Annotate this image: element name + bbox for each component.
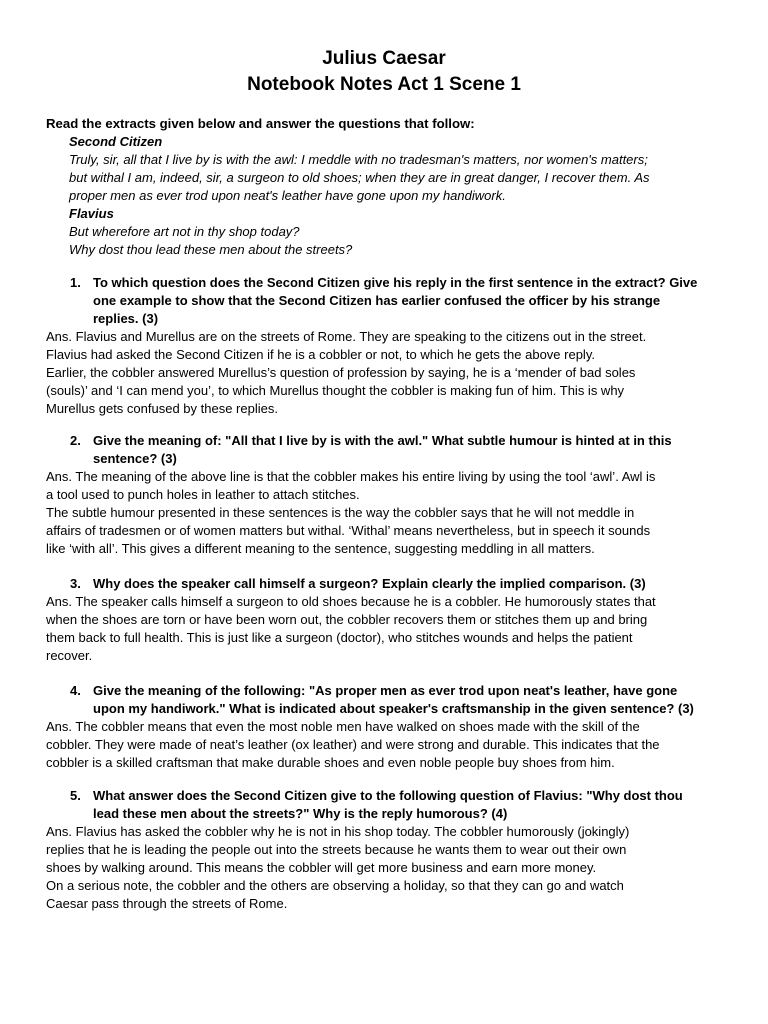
- answer-line: Ans. The cobbler means that even the most noble men have walked on shoes made with the skill of the: [46, 719, 640, 734]
- answer-line: (souls)’ and ‘I can mend you’, to which Murellus thought the cobbler is making fun of him. This is why: [46, 383, 625, 398]
- answer-line: Ans. The meaning of the above line is that the cobbler makes his entire living by using the tool ‘awl’. Awl is: [46, 469, 656, 484]
- extract-line: but withal I am, indeed, sir, a surgeon to old shoes; when they are in great danger, I recover them. As: [69, 170, 650, 185]
- question: [46, 432, 726, 468]
- question-number: 5.: [70, 788, 81, 803]
- answer: [46, 718, 726, 772]
- document-subtitle: Notebook Notes Act 1 Scene 1: [247, 74, 521, 95]
- answer-line: Caesar pass through the streets of Rome.: [46, 896, 288, 911]
- question-block: [46, 682, 726, 772]
- question-line: lead these men about the streets?" Why is the reply humorous? (4): [93, 806, 508, 821]
- question-line: sentence? (3): [93, 451, 177, 466]
- question: [46, 787, 726, 823]
- answer-line: cobbler is a skilled craftsman that make durable shoes and even noble people buy shoes from him.: [46, 755, 615, 770]
- answer-line: Murellus gets confused by these replies.: [46, 401, 278, 416]
- answer-line: On a serious note, the cobbler and the others are observing a holiday, so that they can go and watch: [46, 878, 624, 893]
- answer: [46, 468, 726, 558]
- answer-line: Earlier, the cobbler answered Murellus’s question of profession by saying, he is a ‘mender of bad soles: [46, 365, 636, 380]
- question-line: What answer does the Second Citizen give to the following question of Flavius: "Why dost thou: [93, 788, 683, 803]
- answer-line: The subtle humour presented in these sentences is the way the cobbler says that he will not meddle in: [46, 505, 635, 520]
- question: [46, 575, 726, 593]
- answer-line: shoes by walking around. This means the cobbler will get more business and earn more money.: [46, 860, 597, 875]
- instructions: Read the extracts given below and answer the questions that follow:: [46, 116, 475, 131]
- answer: [46, 593, 726, 665]
- question-line: one example to show that the Second Citizen has earlier confused the officer by his strange: [93, 293, 661, 308]
- question-number: 2.: [70, 433, 81, 448]
- question-line: To which question does the Second Citizen give his reply in the first sentence in the extract? Give: [93, 275, 698, 290]
- answer: [46, 823, 726, 913]
- answer-line: cobbler. They were made of neat’s leather (ox leather) and were strong and durable. This indicates that the: [46, 737, 660, 752]
- question-line: replies. (3): [93, 311, 159, 326]
- extract-speaker: Second Citizen: [69, 134, 163, 149]
- question: [46, 274, 726, 328]
- question-line: Why does the speaker call himself a surgeon? Explain clearly the implied comparison. (3): [93, 576, 646, 591]
- question-line: Give the meaning of the following: "As proper men as ever trod upon neat's leather, have gone: [93, 683, 678, 698]
- answer-line: recover.: [46, 648, 93, 663]
- answer-line: them back to full health. This is just like a surgeon (doctor), who stitches wounds and helps the patient: [46, 630, 633, 645]
- question-block: [46, 432, 726, 558]
- extract-line: Why dost thou lead these men about the streets?: [69, 242, 353, 257]
- extract: [69, 133, 729, 259]
- extract-line: proper men as ever trod upon neat's leather have gone upon my handiwork.: [69, 188, 506, 203]
- question-number: 1.: [70, 275, 81, 290]
- answer-line: replies that he is leading the people out into the streets because he wants them to wear out their own: [46, 842, 627, 857]
- question-block: [46, 575, 726, 665]
- extract-line: But wherefore art not in thy shop today?: [69, 224, 300, 239]
- answer-line: affairs of tradesmen or of women matters but withal. ‘Withal’ means nevertheless, but in speech it sounds: [46, 523, 651, 538]
- extract-line: Truly, sir, all that I live by is with the awl: I meddle with no tradesman's matters, nor women's matters;: [69, 152, 648, 167]
- answer-line: Ans. Flavius has asked the cobbler why he is not in his shop today. The cobbler humorously (jokingly): [46, 824, 630, 839]
- answer: [46, 328, 726, 418]
- question-block: [46, 787, 726, 913]
- question-number: 3.: [70, 576, 81, 591]
- answer-line: a tool used to punch holes in leather to attach stitches.: [46, 487, 360, 502]
- extract-speaker: Flavius: [69, 206, 114, 221]
- question-line: upon my handiwork." What is indicated about speaker's craftsmanship in the given sentence? (3): [93, 701, 694, 716]
- question-line: Give the meaning of: "All that I live by is with the awl." What subtle humour is hinted at in this: [93, 433, 672, 448]
- question: [46, 682, 726, 718]
- answer-line: Ans. The speaker calls himself a surgeon to old shoes because he is a cobbler. He humorously states that: [46, 594, 656, 609]
- answer-line: Flavius had asked the Second Citizen if he is a cobbler or not, to which he gets the above reply.: [46, 347, 595, 362]
- answer-line: like ‘with all’. This gives a different meaning to the sentence, suggesting meddling in all matters.: [46, 541, 595, 556]
- question-number: 4.: [70, 683, 81, 698]
- answer-line: Ans. Flavius and Murellus are on the streets of Rome. They are speaking to the citizens out in the street.: [46, 329, 647, 344]
- answer-line: when the shoes are torn or have been worn out, the cobbler recovers them or stitches them up and bring: [46, 612, 648, 627]
- document-title: Julius Caesar: [322, 48, 446, 69]
- question-block: [46, 274, 726, 418]
